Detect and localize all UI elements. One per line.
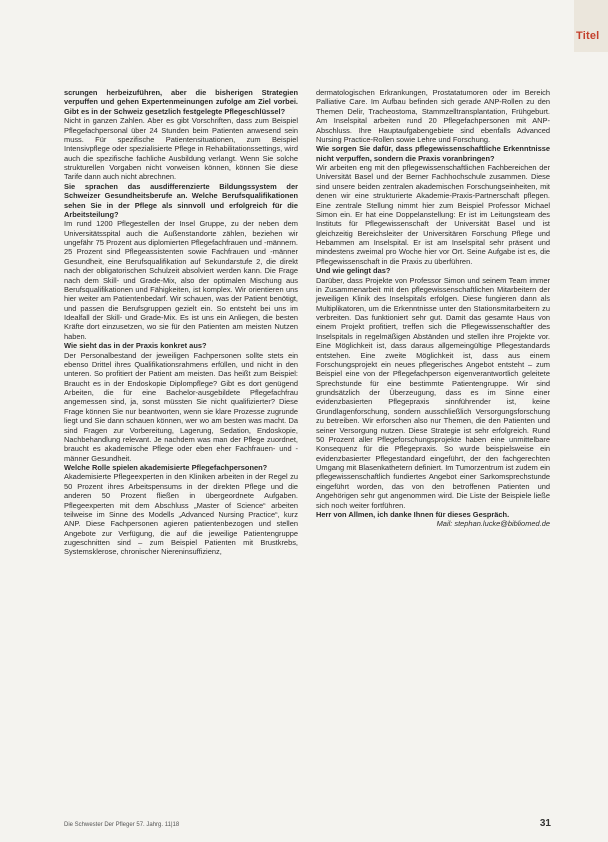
section-tab-background (574, 0, 608, 52)
footer-publication: Die Schwester Der Pfleger 57. Jahrg. 11|18 (64, 822, 180, 828)
interview-question: Welche Rolle spielen akademisierte Pflegefachpersonen? (64, 463, 268, 472)
interview-question: scrungen herbeizuführen, aber die bisherigen Strategien verpuffen und gehen Expertenmeinungen zufolge am Ziel vorbei. Gibt es in der Schweiz gesetzlich festgelegte Pflegeschlüssel? (64, 88, 298, 116)
left-column (64, 88, 298, 808)
interview-answer: Darüber, dass Projekte von Professor Simon und seinem Team immer in Zusammenarbeit mit den pflegewissenschaftlichen Mitarbeitern der jeweiligen Klinik des Inselspitals erfolgen. Diese fungieren dann als Multiplikatoren, um die Erkenntnisse unter den Stationsmitarbeitern zu verbreiten. Das funktioniert sehr gut. Damit das gesamte Haus von einem Projekt profitiert, treffen sich die Pflegewissenschaftler des Inselspitals in regelmäßigen Abständen und stellen ihre Projekte vor. Eine Möglichkeit ist, dass daraus allgemeingültige Pflegestandards entstehen. Eine zweite Möglichkeit ist, dass aus einem Forschungsprojekt ein neues pflegerisches Angebot entsteht – zum Beispiel eine von der Pflegefachperson eigenverantwortlich geleitete Sprechstunde für eine bestimmte Patientengruppe. Wir sind grundsätzlich der Überzeugung, dass es im Sinne einer evidenzbasierten Pflegepraxis sinnführender ist, keine Grundlagenforschung, sondern ausschließlich Versorgungsforschung zu betreiben. Wir erforschen also nur Themen, die den Patienten und seiner Versorgung nutzen. Diese Strategie ist sehr erfolgreich. Rund 50 Prozent aller Pflegeforschungsprojekte haben eine unmittelbare Konsequenz für die Pflegepraxis. So wurde beispielsweise ein evidenzbasierter Pflegestandard eingeführt, der den fachgerechten Umgang mit Blasenkathetern definiert. Im Tumorzentrum ist zudem ein pflegewissenschaftlich fundiertes Angebot einer Sarkomsprechstunde eingeführt worden, das von den betroffenen Patienten und Angehörigen sehr gut angenommen wird. Die Liste der Beispiele ließe sich noch weiter fortführen. (316, 275, 550, 510)
interview-question: Und wie gelingt das? (316, 266, 391, 276)
right-column (316, 88, 550, 808)
interview-question: Wie sorgen Sie dafür, dass pflegewissenschaftliche Erkenntnisse nicht verpuffen, sondern die Praxis voranbringen? (316, 144, 550, 163)
author-email: Mail: stephan.lucke@bibliomed.de (436, 519, 550, 529)
section-label: Titel (576, 30, 600, 42)
interview-question: Sie sprachen das ausdifferenzierte Bildungssystem der Schweizer Gesundheitsberufe an. Welche Berufsqualifikationen sehen Sie in der Pflege als sinnvoll und erfolgreich für die Arbeitsteilung? (64, 181, 298, 219)
interview-answer: Im rund 1200 Pflegestellen der Insel Gruppe, zu der neben dem Universitätsspital auch die Außenstandorte zählen, beziehen wir ungefähr 75 Prozent aus diplomierten Pflegefachfrauen und -männern. 25 Prozent sind Pflegeassistenten sowie Fachfrauen und -männer Gesundheit, eine Berufsqualifikation auf Sekundarstufe 2, die direkt nach der obligatorischen Schulzeit absolviert werden kann. Die Frage nach dem Skill- und Grade-Mix, also der optimalen Mischung aus Berufsqualifikationen und Fähigkeiten, ist komplex. Wir orientieren uns hier weiter am Patientenbedarf. Wir schauen, was der Patient benötigt, und passen die Berufsgruppen gezielt ein. So entsteht bei uns im Idealfall der Skill- und Grade-Mix. Es ist uns ein Anliegen, die besten Kräfte dort einzusetzen, wo sie für den Patienten am meisten Nutzen haben. (64, 219, 298, 341)
interview-answer: Wir arbeiten eng mit den pflegewissenschaftlichen Fachbereichen der Universität Basel und der Berner Fachhochschule zusammen. Diese sind unsere beiden zentralen akademischen Forschungseinheiten, mit denen wir eine strukturierte Akademie-Praxis-Partnerschaft pflegen. Eine zentrale Stellung nimmt hier zum Beispiel Professor Michael Simon ein. Er hat eine Doppelanstellung: Er ist im Leitungsteam des Instituts für Pflegewissenschaft der Universität Basel und ist gleichzeitig Bereichsleiter der Universitären Forschung Pflege und Hebammen am Inselspital. Er ist am Inselspital sehr präsent und mindestens zweimal pro Woche hier vor Ort. Seine Aufgabe ist es, die Pflegewissenschaft in die Praxis zu überführen. (316, 163, 550, 266)
interview-answer: Nicht in ganzen Zahlen. Aber es gibt Vorschriften, dass zum Beispiel Pflegefachpersonal über 24 Stunden beim Patienten anwesend sein muss. Für spezifische Patientensituationen, zum Beispiel Intensivpflege oder spezialisierte Pflege in Rehabilitationssettings, wird auch die spezifische fachliche Ausbildung verlangt. Wenn Sie solche strukturellen Vorgaben nicht vorweisen können, können Sie diese Tarife dann auch nicht abrechnen. (64, 116, 298, 182)
interview-question: Wie sieht das in der Praxis konkret aus? (64, 341, 207, 351)
interview-answer: dermatologischen Erkrankungen, Prostatatumoren oder im Bereich Palliative Care. Im Aufbau befinden sich gerade ANP-Rollen zu den Themen Delir, Tracheostoma, Stammzelltransplantation, Frühgeburt. Am Inselspital arbeiten rund 20 Pflegefachpersonen mit ANP-Abschluss. Ihre Hauptaufgabengebiete sind ebenfalls Advanced Nursing Practice-Rollen sowie Lehre und Forschung. (316, 88, 550, 144)
page-number: 31 (539, 818, 551, 829)
interview-answer: Akademisierte Pflegeexperten in den Kliniken arbeiten in der Regel zu 50 Prozent ihres Arbeitspensums in der direkten Pflege und die anderen 50 Prozent fließen in übergeordnete Aufgaben. Pflegeexperten mit dem Abschluss „Master of Science“ arbeiten teilweise im Sinne des Modells „Advanced Nursing Practice“, kurz ANP. Diese Fachpersonen agieren patientenbezogen und stellen Angebote zur Verfügung, die auf die jeweilige Patientengruppe zugeschnitten sind – zum Beispiel Patienten mit Brustkrebs, Systemsklerose, chronischer Niereninsuffizienz, (64, 472, 298, 557)
interview-question: Herr von Allmen, ich danke Ihnen für dieses Gespräch. (316, 509, 510, 519)
article-body (64, 88, 550, 808)
interview-answer: Der Personalbestand der jeweiligen Fachpersonen sollte stets ein ebenso Drittel ihres Qualifikationsrahmens erfüllen, und nicht in den unteren. So profitiert der Patient am meisten. Das heißt zum Beispiel: Braucht es in der Endoskopie Diplompflege? Gibt es dort genügend Arbeiten, die für eine Bachelor-ausgebildete Pflegefachfrau angemessen sind, ja, sonst müssten Sie nicht qualifizierter? Diese Frage können Sie nur beantworten, wenn sie klare Prozesse zugrunde liegt und Sie dann schauen können, wer wo am besten was macht. Da sind Fragen zur Vorbereitung, Lagerung, Sedation, Endoskopie, Nachbehandlung relevant. Je nachdem was man der Pflege zuordnet, braucht es akademische Pflege oder eben eher Fachfrauen- und -männer Gesundheit. (64, 350, 298, 463)
